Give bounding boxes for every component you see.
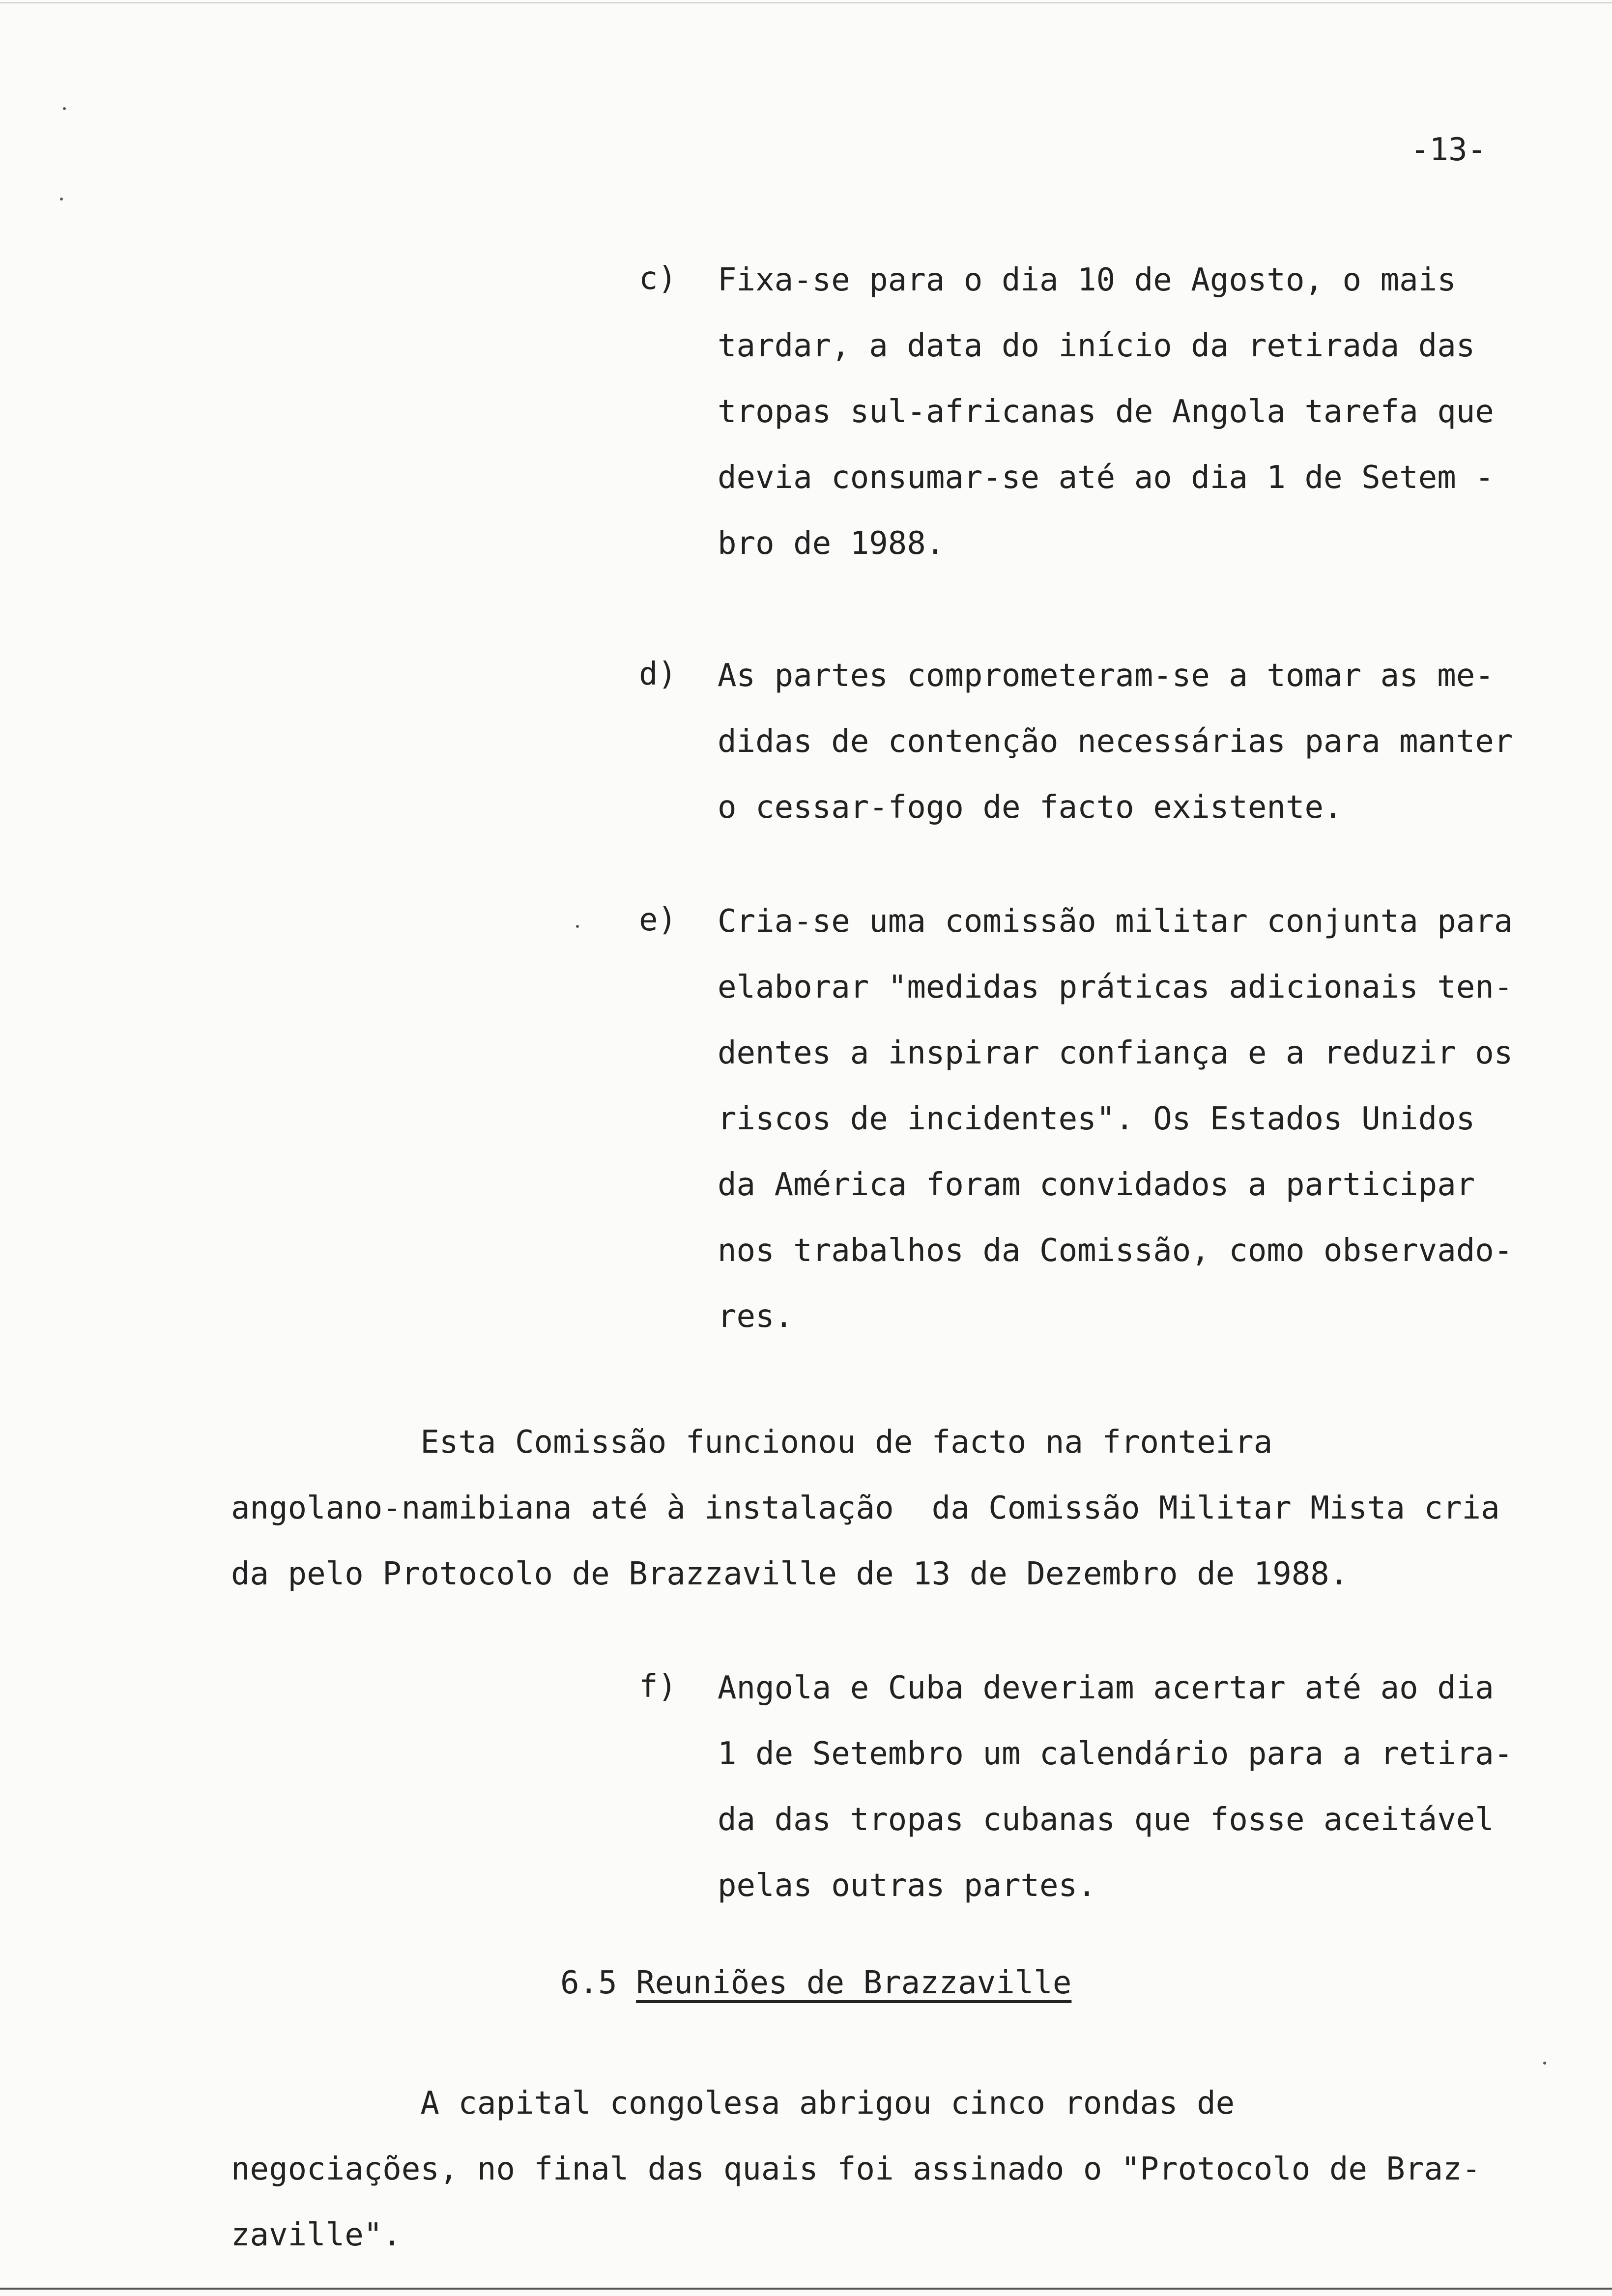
item-letter: d): [639, 656, 677, 692]
text-line: o cessar-fogo de facto existente.: [718, 789, 1343, 826]
page-number: -13-: [1410, 132, 1487, 168]
text-line: Cria-se uma comissão militar conjunta para: [718, 903, 1513, 940]
text-line: angolano-namibiana até à instalação da Comissão Militar Mista cria: [231, 1490, 1500, 1526]
scan-top-edge: [0, 2, 1612, 3]
text-line: elaborar "medidas práticas adicionais ten-: [718, 969, 1513, 1005]
scan-speck: [60, 198, 63, 201]
text-line: devia consumar-se até ao dia 1 de Setem -: [718, 459, 1494, 496]
text-line: Esta Comissão funcionou de facto na fronteira: [231, 1424, 1273, 1461]
text-line: pelas outras partes.: [718, 1867, 1096, 1904]
item-text: [718, 260, 1494, 590]
item-letter: e): [639, 902, 677, 938]
section-heading: [560, 1965, 1071, 2001]
item-letter: c): [639, 260, 677, 297]
body-paragraph-1: [231, 1423, 1519, 1620]
text-line: tropas sul-africanas de Angola tarefa que: [718, 394, 1494, 430]
item-text: [718, 902, 1513, 1363]
scan-bottom-edge: [0, 2288, 1612, 2290]
text-line: dentes a inspirar confiança e a reduzir os: [718, 1035, 1513, 1071]
text-line: A capital congolesa abrigou cinco rondas de: [231, 2085, 1235, 2122]
item-text: [718, 656, 1513, 854]
scan-speck: [63, 107, 66, 110]
text-line: nos trabalhos da Comissão, como observado-: [718, 1233, 1513, 1269]
scan-speck: [576, 925, 579, 928]
text-line: res.: [718, 1298, 794, 1335]
text-line: 1 de Setembro um calendário para a retira-: [718, 1736, 1513, 1772]
text-line: Fixa-se para o dia 10 de Agosto, o mais: [718, 262, 1456, 298]
section-title: Reuniões de Brazzaville: [636, 1965, 1072, 2001]
text-line: As partes comprometeram-se a tomar as me-: [718, 658, 1494, 694]
text-line: bro de 1988.: [718, 525, 945, 562]
section-number: 6.5: [560, 1965, 617, 2001]
text-line: da América foram convidados a participar: [718, 1167, 1475, 1203]
text-line: da das tropas cubanas que fosse aceitável: [718, 1802, 1494, 1838]
text-line: zaville".: [231, 2217, 402, 2253]
body-paragraph-2: [231, 2084, 1519, 2281]
text-line: da pelo Protocolo de Brazzaville de 13 de Dezembro de 1988.: [231, 1556, 1349, 1592]
scan-speck: [1543, 2062, 1546, 2065]
text-line: Angola e Cuba deveriam acertar até ao dia: [718, 1670, 1494, 1706]
item-text: [718, 1668, 1513, 1932]
text-line: didas de contenção necessárias para manter: [718, 723, 1513, 760]
item-letter: f): [639, 1668, 677, 1705]
text-line: riscos de incidentes". Os Estados Unidos: [718, 1101, 1475, 1137]
text-line: tardar, a data do início da retirada das: [718, 328, 1475, 364]
text-line: negociações, no final das quais foi assinado o "Protocolo de Braz-: [231, 2151, 1481, 2187]
